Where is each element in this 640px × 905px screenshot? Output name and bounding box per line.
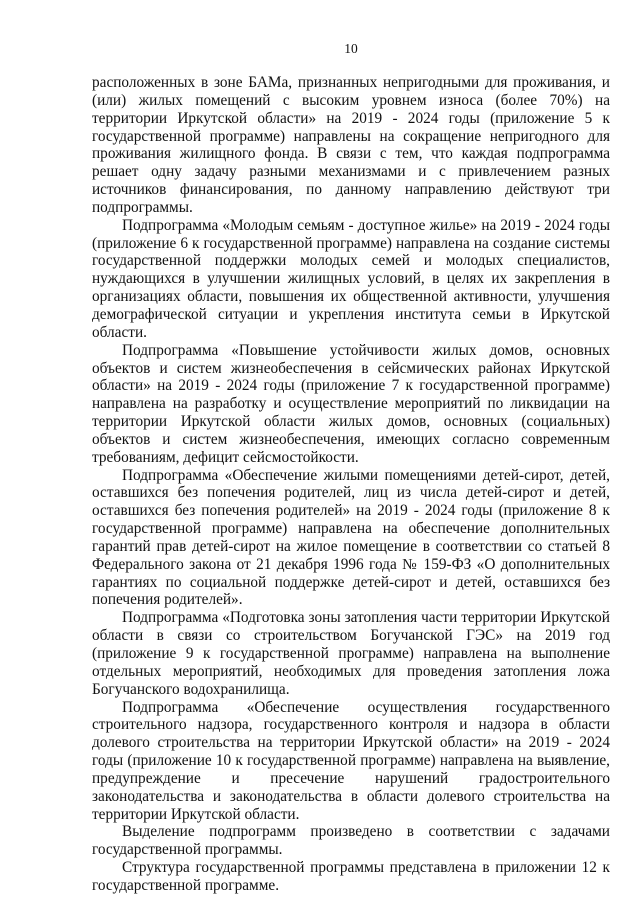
paragraph-subprogram-allocation: Выделение подпрограмм произведено в соответствии с задачами государственной программы. xyxy=(92,823,610,859)
document-page xyxy=(92,0,610,905)
paragraph-bam-zone: расположенных в зоне БАМа, признанных непригодными для проживания, и (или) жилых помещений с высоким уровнем износа (более 70%) на территории Иркутской области» на 2019 - 2024 годы (приложение 5 к государственной программе) направлены на сокращение непригодного для проживания жилищного фонда. В связи с тем, что каждая подпрограмма решает одну задачу разными механизмами и с привлечением разных источников финансирования, по данному направлению действуют три подпрограммы. xyxy=(92,74,610,216)
paragraph-boguchanskaya-flood-zone: Подпрограмма «Подготовка зоны затопления части территории Иркутской области в связи со строительством Богучанской ГЭС» на 2019 год (приложение 9 к государственной программе) направлена на выполнение отдельных мероприятий, необходимых для проведения затопления ложа Богучанского водохранилища. xyxy=(92,609,610,698)
paragraph-orphans-housing: Подпрограмма «Обеспечение жилыми помещениями детей-сирот, детей, оставшихся без попечения родителей, лиц из числа детей-сирот и детей, оставшихся без попечения родителей» на 2019 - 2024 годы (приложение 8 к государственной программе) направлена на обеспечение дополнительных гарантий прав детей-сирот на жилое помещение в соответствии со статьей 8 Федерального закона от 21 декабря 1996 года № 159-ФЗ «О дополнительных гарантиях по социальной поддержке детей-сирот и детей, оставшихся без попечения родителей». xyxy=(92,466,610,609)
document-body xyxy=(92,74,610,895)
paragraph-young-families: Подпрограмма «Молодым семьям - доступное жилье» на 2019 - 2024 годы (приложение 6 к государственной программе) направлена на создание системы государственной поддержки молодых семей и молодых специалистов, нуждающихся в улучшении жилищных условий, в целях их закрепления в организациях области, повышения их общественной активности, улучшения демографической ситуации и укрепления института семьи в Иркутской области. xyxy=(92,216,610,341)
paragraph-program-structure: Структура государственной программы представлена в приложении 12 к государственной программе. xyxy=(92,859,610,894)
page-number: 10 xyxy=(344,41,358,56)
paragraph-construction-supervision: Подпрограмма «Обеспечение осуществления государственного строительного надзора, государственного контроля и надзора в области долевого строительства на территории Иркутской области» на 2019 - 2024 годы (приложение 10 к государственной программе) направлена на выявление, предупреждение и пресечение нарушений градостроительного законодательства и законодательства в области долевого строительства на территории Иркутской области. xyxy=(92,698,610,823)
paragraph-seismic-stability: Подпрограмма «Повышение устойчивости жилых домов, основных объектов и систем жизнеобеспечения в сейсмических районах Иркутской области» на 2019 - 2024 годы (приложение 7 к государственной программе) направлена на разработку и осуществление мероприятий по ликвидации на территории Иркутской области жилых домов, основных (социальных) объектов и систем жизнеобеспечения, имеющих согласно современным требованиям, дефицит сейсмостойкости. xyxy=(92,341,610,466)
